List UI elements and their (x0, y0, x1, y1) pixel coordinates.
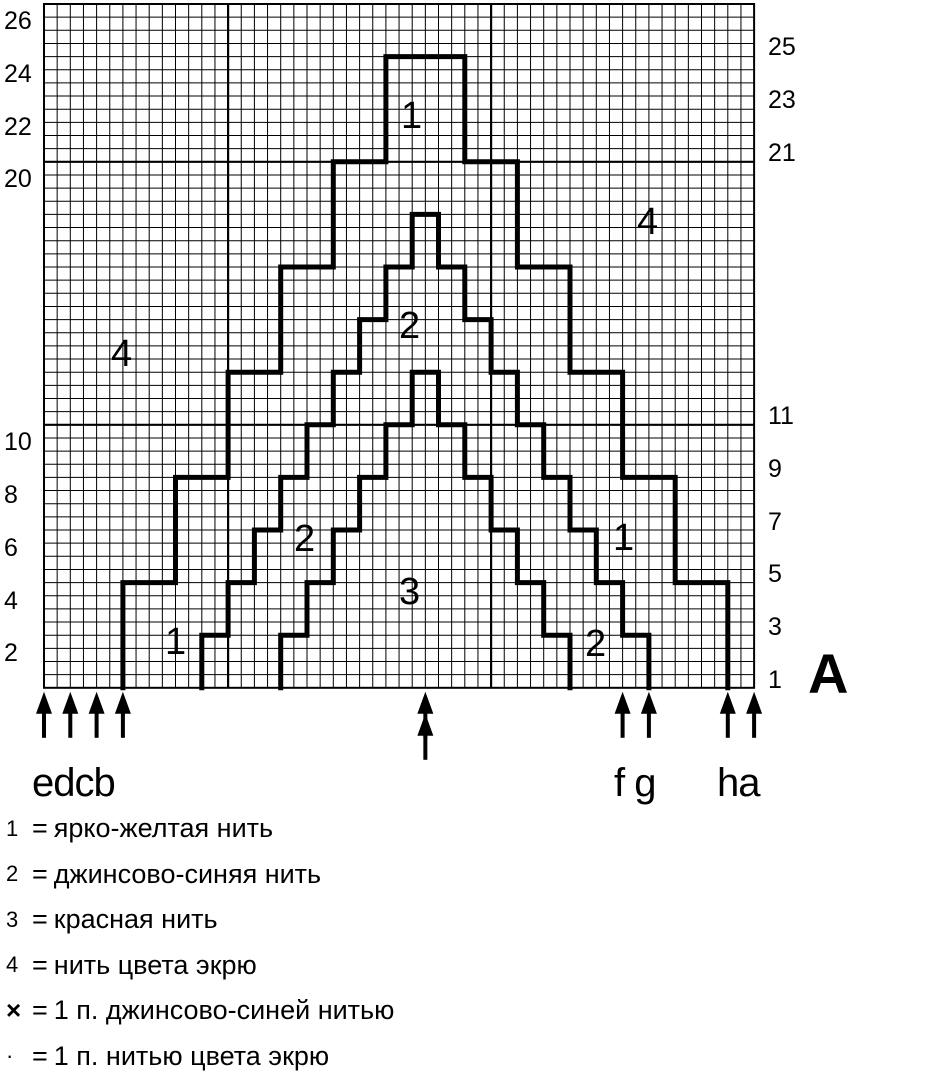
legend-item (6, 897, 394, 943)
row-label-right-23: 23 (768, 86, 796, 114)
region-label-center-3: 3 (399, 571, 421, 613)
row-label-right-11: 11 (768, 402, 794, 430)
legend-symbol-dot: · (6, 1043, 14, 1069)
legend-item (6, 943, 394, 989)
legend-text: 1 п. нитью цвета экрю (53, 1040, 330, 1071)
row-label-right-25: 25 (768, 33, 796, 61)
region-label-right-4: 4 (637, 201, 659, 243)
marker-arrow (746, 692, 762, 738)
legend-text: красная нить (53, 904, 218, 935)
legend (6, 806, 394, 1079)
legend-item (6, 988, 394, 1034)
marker-label-ha: ha (717, 761, 760, 805)
region-label-top-1: 1 (401, 95, 423, 137)
region-label-left-2: 2 (294, 518, 316, 560)
row-label-left-26: 26 (4, 7, 32, 35)
legend-equals: = (32, 949, 48, 980)
row-label-right-21: 21 (768, 139, 796, 167)
legend-item (6, 852, 394, 898)
region-label-right-2: 2 (585, 623, 607, 665)
row-label-left-4: 4 (4, 587, 18, 615)
legend-text: нить цвета экрю (53, 949, 257, 980)
row-label-right-7: 7 (768, 508, 782, 536)
legend-equals: = (32, 904, 48, 935)
row-label-left-10: 10 (4, 428, 32, 456)
marker-arrow (115, 692, 131, 738)
legend-equals: = (32, 1040, 48, 1071)
marker-arrow (641, 692, 657, 738)
legend-equals: = (32, 995, 48, 1026)
row-label-right-1: 1 (768, 666, 782, 694)
region-label-left-1: 1 (165, 621, 187, 663)
row-label-right-3: 3 (768, 613, 782, 641)
legend-symbol-cross: × (6, 995, 22, 1026)
marker-arrows (36, 692, 762, 760)
legend-text: ярко-желтая нить (53, 813, 274, 844)
legend-symbol: 1 (6, 815, 19, 841)
legend-symbol: 2 (6, 861, 19, 887)
row-label-right-5: 5 (768, 560, 782, 588)
row-label-right-9: 9 (768, 455, 782, 483)
marker-arrow (36, 692, 52, 738)
marker-arrow (89, 692, 105, 738)
legend-item (6, 806, 394, 852)
legend-item (6, 1034, 394, 1080)
legend-symbol: 4 (6, 952, 19, 978)
region-label-left-4: 4 (111, 333, 133, 375)
row-label-left-8: 8 (4, 481, 18, 509)
legend-text: 1 п. джинсово-синей нитью (53, 995, 395, 1026)
legend-equals: = (32, 813, 48, 844)
marker-arrow (615, 692, 631, 738)
legend-text: джинсово-синяя нить (53, 858, 322, 889)
region-label-upper-2: 2 (399, 305, 421, 347)
legend-symbol: 3 (6, 906, 19, 932)
region-label-right-1: 1 (613, 517, 635, 559)
marker-arrow (62, 692, 78, 738)
marker-arrow (720, 692, 736, 738)
marker-label-fg: f g (614, 761, 656, 805)
row-label-left-6: 6 (4, 534, 18, 562)
row-label-left-22: 22 (4, 113, 32, 141)
row-label-left-2: 2 (4, 639, 18, 667)
row-label-left-20: 20 (4, 165, 32, 193)
marker-label-edcb: edcb (32, 761, 115, 805)
row-label-left-24: 24 (4, 60, 32, 88)
marker-arrow (417, 692, 433, 760)
chart-letter-label: A (808, 642, 849, 705)
legend-equals: = (32, 858, 48, 889)
